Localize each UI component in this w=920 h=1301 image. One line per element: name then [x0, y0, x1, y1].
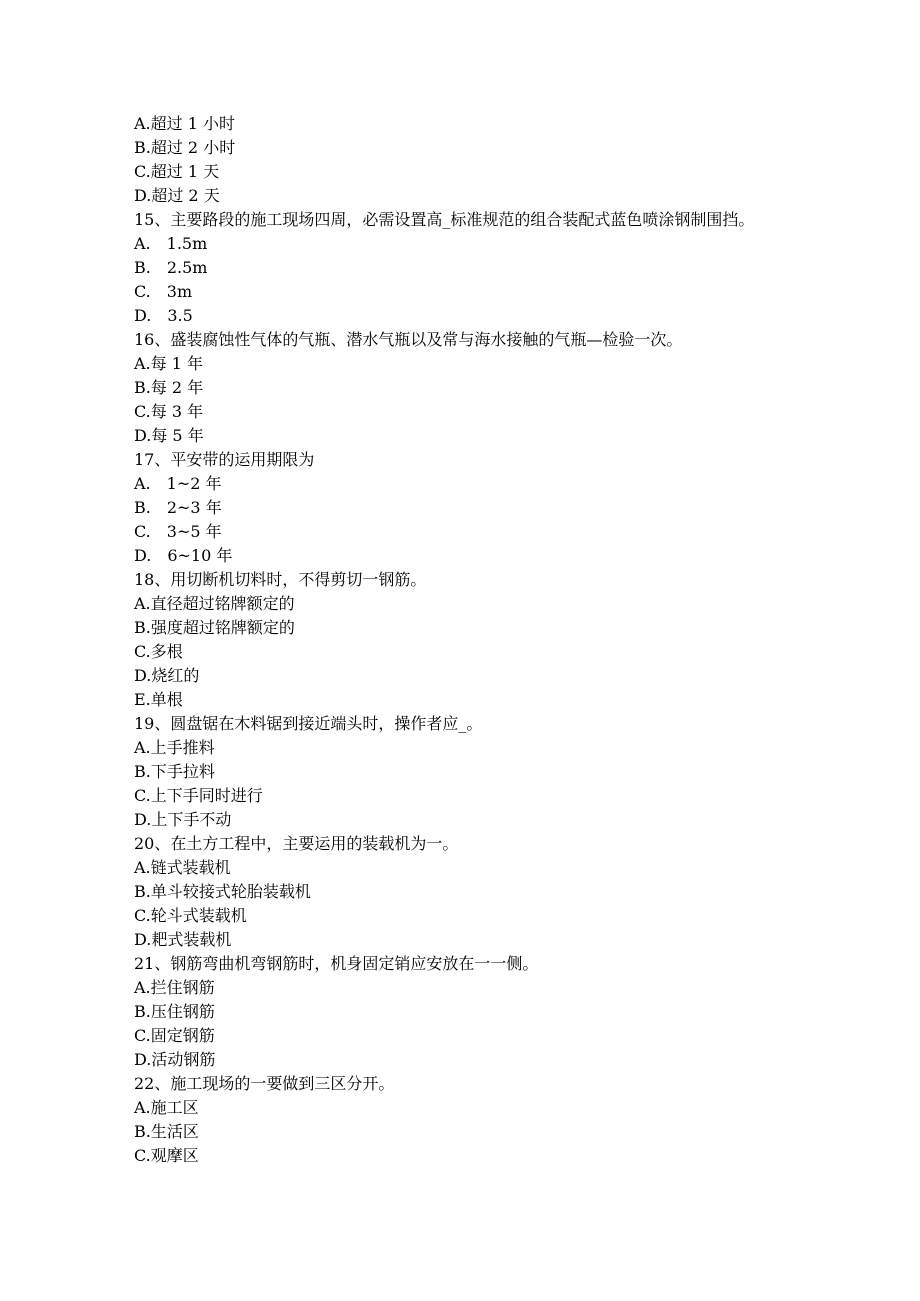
option-line: B.生活区	[134, 1122, 199, 1141]
option-line: A.上手推料	[134, 738, 215, 757]
option-line: D. 6~10 年	[134, 546, 233, 565]
option-line: C.每 3 年	[134, 402, 204, 421]
option-line: A. 1~2 年	[134, 474, 222, 493]
option-line: B.单斗较接式轮胎装载机	[134, 882, 311, 901]
option-line: B.压住钢筋	[134, 1002, 215, 1021]
option-line: A.超过 1 小时	[134, 114, 235, 133]
option-line: C.多根	[134, 642, 183, 661]
question-15: 15、主要路段的施工现场四周，必需设置高_标准规范的组合装配式蓝色喷涂钢制围挡。	[134, 210, 755, 229]
option-line: C.超过 1 天	[134, 162, 220, 181]
option-line: A. 1.5m	[134, 234, 208, 253]
option-line: A.施工区	[134, 1098, 199, 1117]
option-line: C.轮斗式装载机	[134, 906, 247, 925]
option-line: B.每 2 年	[134, 378, 204, 397]
option-line: E.单根	[134, 690, 183, 709]
option-line: C. 3~5 年	[134, 522, 222, 541]
question-22: 22、施工现场的一要做到三区分开。	[134, 1074, 395, 1093]
option-line: B.强度超过铭牌额定的	[134, 618, 295, 637]
option-line: C.固定钢筋	[134, 1026, 215, 1045]
question-17: 17、平安带的运用期限为	[134, 450, 315, 469]
option-line: D.每 5 年	[134, 426, 204, 445]
question-20: 20、在土方工程中，主要运用的装载机为一。	[134, 834, 459, 853]
question-19: 19、圆盘锯在木料锯到接近端头时，操作者应_。	[134, 714, 483, 733]
option-line: B. 2~3 年	[134, 498, 222, 517]
option-line: A.拦住钢筋	[134, 978, 215, 997]
option-line: B. 2.5m	[134, 258, 208, 277]
option-line: D.活动钢筋	[134, 1050, 216, 1069]
option-line: D.超过 2 天	[134, 186, 220, 205]
option-line: A.直径超过铭牌额定的	[134, 594, 295, 613]
option-line: C.观摩区	[134, 1146, 199, 1165]
question-18: 18、用切断机切料时，不得剪切一钢筋。	[134, 570, 427, 589]
question-21: 21、钢筋弯曲机弯钢筋时，机身固定销应安放在一一侧。	[134, 954, 539, 973]
option-line: D.烧红的	[134, 666, 200, 685]
option-line: C.上下手同时进行	[134, 786, 263, 805]
question-16: 16、盛装腐蚀性气体的气瓶、潜水气瓶以及常与海水接触的气瓶—检验一次。	[134, 330, 683, 349]
document-body	[134, 112, 794, 1168]
option-line: D.上下手不动	[134, 810, 232, 829]
option-line: C. 3m	[134, 282, 193, 301]
option-line: A.每 1 年	[134, 354, 203, 373]
option-line: D. 3.5	[134, 306, 193, 325]
option-line: D.耙式装载机	[134, 930, 232, 949]
option-line: B.下手拉料	[134, 762, 215, 781]
option-line: B.超过 2 小时	[134, 138, 236, 157]
option-line: A.链式装载机	[134, 858, 231, 877]
